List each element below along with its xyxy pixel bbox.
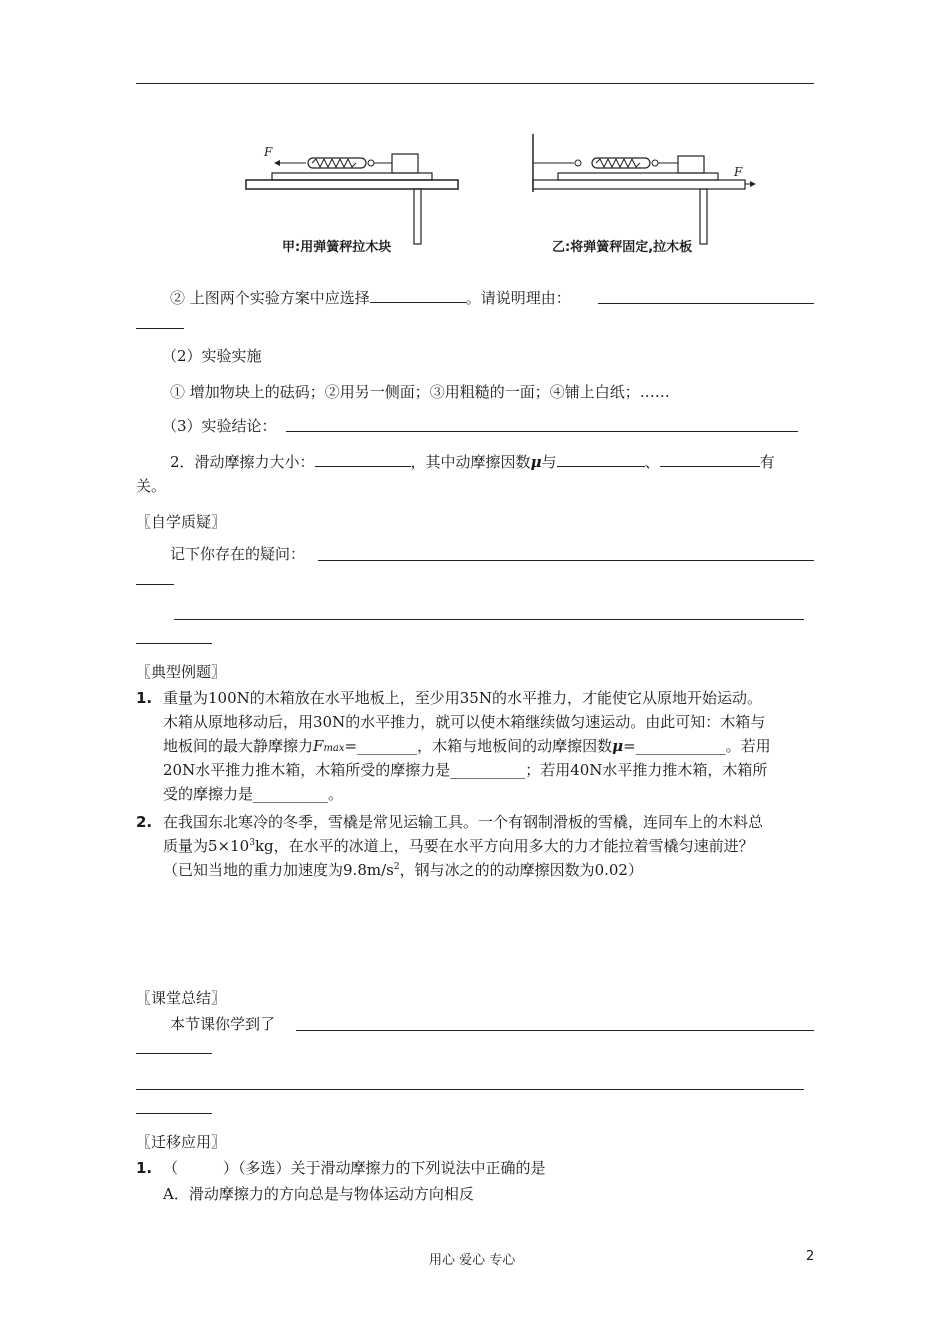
line2-e: 有 <box>759 453 775 471</box>
line2-d: 、 <box>644 453 660 471</box>
summary-heading: 〖课堂总结〗 <box>136 989 227 1007</box>
example-1-line-2: 木箱从原地移动后，用30N的水平推力，就可以使木箱继续做匀速运动。由此可知：木箱与 <box>163 713 766 731</box>
example-2-line-2 <box>163 836 754 856</box>
self-study-blank-2-cont <box>136 643 212 644</box>
line2-c: 与 <box>541 453 557 471</box>
example-1-line-3a: 地板间的最大静摩擦力 <box>163 737 314 755</box>
example-1-number: 1. <box>136 689 153 707</box>
example-1-line-5: 受的摩擦力是__________。 <box>163 785 344 803</box>
impl-title: （2）实验实施 <box>162 347 262 365</box>
q2-prefix: ② 上图两个实验方案中应选择 <box>170 289 370 307</box>
page-number: 2 <box>806 1249 815 1264</box>
example-1-line-3b: =________，木箱与地板间的动摩擦因数 <box>344 737 613 755</box>
summary-blank-1 <box>296 1030 814 1031</box>
example-1-line-4: 20N水平推力推木箱，木箱所受的摩擦力是__________；若用40N水平推力推木箱，木箱所 <box>163 761 768 779</box>
example-2-line-3b: ，钢与冰之的的动摩擦因数为0.02） <box>399 861 643 879</box>
impl-body: ① 增加物块上的砝码；②用另一侧面；③用粗糙的一面；④铺上白纸；…… <box>170 383 670 401</box>
summary-prompt: 本节课你学到了 <box>170 1015 276 1033</box>
summary-blank-2-cont <box>136 1113 212 1114</box>
self-study-blank-1 <box>318 560 814 561</box>
example-1-line-3c: =____________。若用 <box>623 737 771 755</box>
line2-tail: 关。 <box>136 477 167 495</box>
example-2-line-2b: kg，在水平的冰道上，马要在水平方向用多大的力才能拉着雪橇匀速前进？ <box>254 837 754 855</box>
examples-heading: 〖典型例题〗 <box>136 663 227 681</box>
q2-blank <box>370 288 466 303</box>
self-study-blank-1-cont <box>136 584 174 585</box>
line2-blank2 <box>557 452 645 467</box>
line2-blank1 <box>315 452 411 467</box>
line2-blank3 <box>660 452 760 467</box>
example-2-line-2a: 质量为5×10 <box>163 837 250 855</box>
fmax-subscript: max <box>323 743 345 754</box>
transfer-q1-number: 1. <box>136 1159 153 1177</box>
line2 <box>170 452 775 472</box>
self-study-heading: 〖自学质疑〗 <box>136 513 227 531</box>
self-study-blank-2 <box>174 619 804 620</box>
example-2-line-1: 在我国东北寒冷的冬季，雪橇是常见运输工具。一个有钢制滑板的雪橇，连同车上的木料总 <box>163 813 764 831</box>
mu-symbol-ex1: μ <box>612 737 624 755</box>
fmax-symbol: F <box>313 737 324 755</box>
transfer-heading: 〖迁移应用〗 <box>136 1133 227 1151</box>
q2-line <box>170 288 571 308</box>
example-1-line-1: 重量为100N的木箱放在水平地板上，至少用35N的水平推力，才能使它从原地开始运动。 <box>163 689 762 707</box>
footer-center: 用心 爱心 专心 <box>429 1253 516 1268</box>
transfer-q1-text: （ ）（多选）关于滑动摩擦力的下列说法中正确的是 <box>163 1159 546 1177</box>
exponent-2: 2 <box>393 862 400 872</box>
summary-blank-1-cont <box>136 1053 212 1054</box>
summary-blank-2 <box>136 1089 804 1090</box>
example-2-number: 2. <box>136 813 153 831</box>
exponent-3: 3 <box>249 838 255 848</box>
force-label-left: F <box>264 145 273 159</box>
force-label-right: F <box>734 165 743 179</box>
conclusion-blank <box>286 431 798 432</box>
example-1-line-3 <box>163 736 771 759</box>
diagram-left <box>246 145 458 244</box>
line2-a: 2．滑动摩擦力大小： <box>170 453 315 471</box>
example-2-line-3a: （已知当地的重力加速度为9.8m/s <box>163 861 394 879</box>
header-rule <box>136 83 814 84</box>
figure-caption-right: 乙:将弹簧秤固定,拉木板 <box>552 240 693 255</box>
transfer-q1-option-a: A．滑动摩擦力的方向总是与物体运动方向相反 <box>163 1185 474 1203</box>
example-2-line-3 <box>163 860 643 880</box>
conclusion-label: （3）实验结论： <box>162 417 277 435</box>
mu-symbol: μ <box>530 453 542 471</box>
q2-mid: 。请说明理由： <box>465 289 571 307</box>
q2-reason-blank-cont <box>136 328 184 329</box>
diagram-right <box>533 134 756 244</box>
figure-caption-left: 甲:用弹簧秤拉木块 <box>282 240 392 255</box>
self-study-prompt: 记下你存在的疑问： <box>170 545 306 563</box>
q2-reason-blank <box>598 303 814 304</box>
line2-b: ，其中动摩擦因数 <box>410 453 531 471</box>
